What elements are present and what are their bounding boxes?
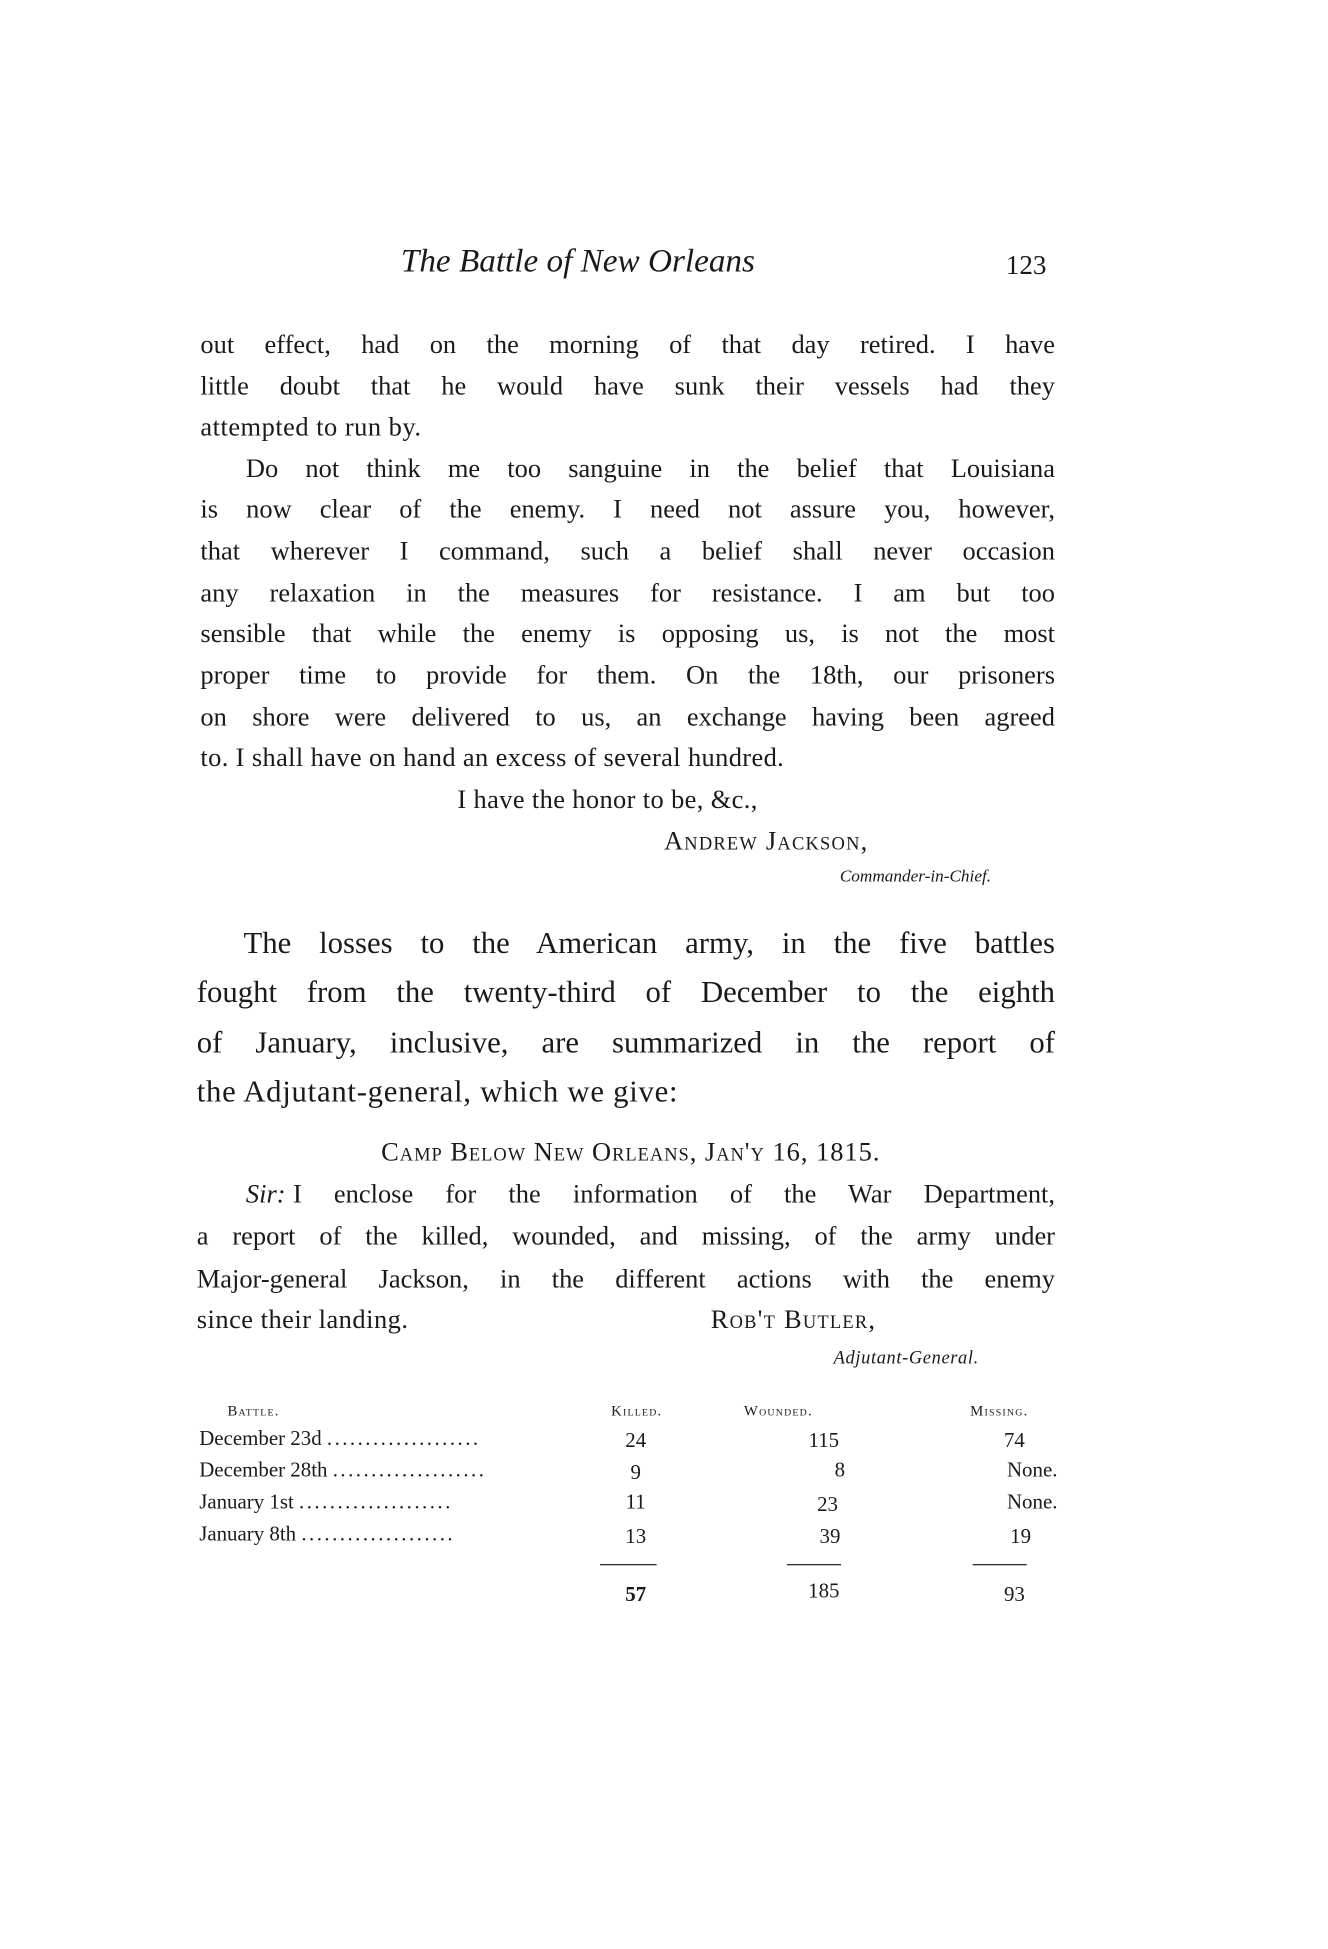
wounded-total: 185 [808,1578,840,1603]
battle-name: January 1st [199,1490,294,1514]
report-dateline: Camp Below New Orleans, Jan'y 16, 1815. [381,1137,881,1167]
report-line: a report of the killed, wounded, and missing, of the army under [196,1220,1055,1251]
letter-line: little doubt that he would have sunk their vessels had they [200,371,1055,401]
report-signature-title: Adjutant-General. [833,1348,979,1369]
narrative-line: of January, inclusive, are summarized in the report of [196,1026,1055,1060]
report-line: I enclose for the information of the War Department, [292,1179,1055,1209]
column-header-battle: Battle. [227,1401,280,1419]
report-first-line [246,1179,1055,1210]
missing-total: 93 [1003,1582,1025,1606]
killed-value: 11 [625,1490,646,1514]
killed-total: 57 [625,1582,647,1606]
letter-line: that wherever I command, such a belief shall never occasion [200,536,1055,566]
killed-value: 13 [625,1524,647,1549]
narrative-line: the Adjutant-general, which we give: [196,1075,679,1110]
page-number: 123 [1005,249,1047,281]
killed-value: 9 [630,1460,641,1485]
letter-line: any relaxation in the measures for resistance. I am but too [200,577,1055,608]
dot-leader: .................... [301,1522,456,1546]
sum-rule [600,1564,657,1565]
letter-signature: Andrew Jackson, [663,826,869,856]
letter-line: to. I shall have on hand an excess of several hundred. [200,742,785,773]
letter-line: proper time to provide for them. On the 18th, our prisoners [200,660,1055,690]
column-header-killed: Killed. [611,1401,663,1419]
report-salutation: Sir: [245,1179,286,1209]
wounded-value: 23 [817,1492,838,1517]
dot-leader: .................... [332,1458,487,1482]
letter-line: out effect, had on the morning of that day retired. I have [200,329,1055,360]
running-header-title: The Battle of New Orleans [400,242,755,280]
sum-rule [973,1564,1027,1565]
missing-value: None. [1006,1458,1058,1482]
battle-name: December 28th [199,1458,328,1482]
column-header-wounded: Wounded. [743,1401,813,1419]
wounded-value: 39 [819,1524,841,1549]
report-line: since their landing. [196,1304,409,1335]
missing-value: 19 [1010,1524,1032,1549]
missing-value: 74 [1003,1428,1025,1453]
letter-closing: I have the honor to be, &c., [457,784,758,814]
letter-line: sensible that while the enemy is opposing us, is not the most [200,618,1055,648]
narrative-line: fought from the twenty-third of December to the eighth [196,976,1055,1010]
wounded-value: 8 [834,1458,846,1482]
column-header-missing: Missing. [970,1401,1029,1419]
sum-rule [787,1564,841,1565]
report-line: Major-general Jackson, in the different actions with the enemy [196,1264,1055,1294]
battle-name: January 8th [199,1522,297,1546]
letter-line: on shore were delivered to us, an exchange having been agreed [200,702,1055,732]
letter-line: attempted to run by. [200,411,422,442]
battle-name: December 23d [199,1426,322,1450]
letter-line: is now clear of the enemy. I need not assure you, however, [200,494,1055,524]
missing-value: None. [1006,1490,1058,1514]
letter-line: Do not think me too sanguine in the belief that Louisiana [245,453,1055,484]
letter-signature-title: Commander-in-Chief. [839,868,992,887]
dot-leader: .................... [299,1490,453,1514]
narrative-line: The losses to the American army, in the five battles [243,927,1055,961]
wounded-value: 115 [808,1428,840,1453]
killed-value: 24 [625,1428,647,1453]
dot-leader: .................... [326,1426,481,1450]
report-signature: Rob't Butler, [710,1304,877,1335]
